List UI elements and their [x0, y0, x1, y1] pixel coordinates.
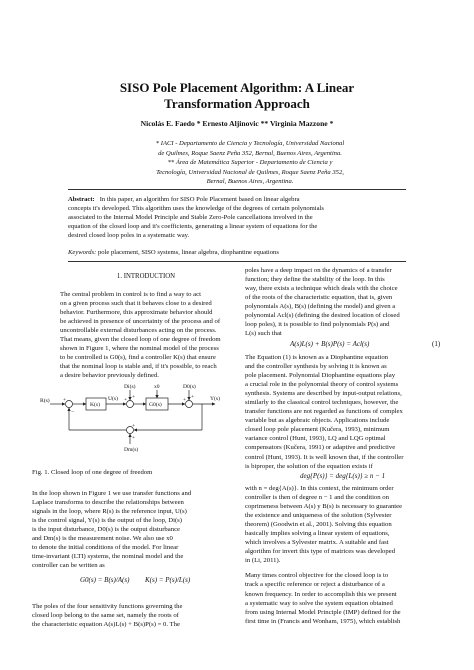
sign-minus: − [71, 409, 75, 415]
text-line: theorem) (Goodwin et al., 2001). Solving this equation [245, 521, 392, 529]
abstract-line: associated to the Internal Model Principle and Stable Zero-Pole cancellations involved in the [68, 214, 313, 222]
text-line: signals in the loop, where R(s) is the reference input, U(s) [32, 508, 187, 516]
title-line-1: SISO Pole Placement Algorithm: A Linear [119, 80, 355, 95]
right-column-body [245, 353, 445, 471]
equation-number: (1) [432, 340, 441, 348]
text-line: basically implies solving a linear system of equations, [245, 530, 390, 538]
text-line: behavior. Furthermore, this approximate behavior should [60, 309, 213, 317]
sign-plus: + [183, 397, 187, 403]
text-line: known frequency. In order to accomplish this we present [245, 590, 397, 598]
intro-paragraph [60, 290, 232, 380]
abstract [68, 195, 406, 240]
text-line: polynomials A(s), B(s) (defining the model) and given a [245, 303, 396, 311]
text-line: transfer functions are not regarded as functions of complex [245, 408, 403, 416]
text-line: Laplace transforms to describe the relationships between [32, 499, 184, 507]
text-line: controller can be written as [32, 562, 105, 570]
affiliation-line: Tecnología, Universidad Nacional de Quilmes, Roque Saenz Peña 352, [156, 168, 344, 176]
text-line: track a specific reference or reject a disturbance of a [245, 581, 385, 589]
text-line: L(s) such that [245, 330, 282, 338]
text-line: pole placement. Polynomial Diophantine equations play [245, 372, 396, 380]
paragraph [245, 484, 445, 565]
text-line: with n = deg{A(s)}. In this context, the minimum order [245, 485, 394, 492]
paragraph [32, 489, 232, 570]
text-line: a systematic way to solve the system equation obtained [245, 599, 393, 607]
text-line: is biproper, the solution of the equation exists if [245, 462, 373, 470]
label-input-disturbance: Di(s) [124, 384, 136, 390]
equation-model: G0(s) = B(s)/A(s) [80, 576, 130, 584]
text-line: is the input disturbance, D0(s) is the output disturbance [32, 526, 181, 534]
author-list: Nicolás E. Faedo * Ernesto Aljinovic ** Virginia Mazzone * [140, 119, 334, 128]
text-line: the existence and uniqueness of the solution (Sylvester [245, 512, 392, 520]
paper-title [60, 80, 414, 112]
text-line: The central problem in control is to find a way to act [60, 291, 201, 299]
text-line: shown in Figure 1, where the nominal model of the process [60, 345, 219, 353]
title-line-2: Transformation Approach [164, 96, 310, 111]
paragraph [32, 602, 232, 629]
affiliations [95, 139, 405, 187]
label-reference: R(s) [40, 398, 50, 404]
equation-degree-condition: deg{P(s)} = deg{L(s)} ≥ n − 1 [300, 472, 386, 480]
figure-caption: Fig. 1. Closed loop of one degree of freedom [32, 469, 153, 476]
abstract-line: desired closed loop poles in a systematic way. [68, 232, 190, 240]
label-measurement-noise: Dm(s) [124, 447, 139, 452]
sign-plus: + [132, 435, 136, 441]
text-line: which involves a Sylvester matrix. A suitable and fast [245, 539, 389, 547]
abstract-line: equation of the closed loop and it's coefficients, generating a linear system of equations for the [68, 223, 318, 231]
text-line: way, there exists a technique which deals with the choice [245, 285, 398, 293]
equation-1: A(s)L(s) + B(s)P(s) = Acl(s) [290, 340, 370, 348]
label-output: Y(s) [210, 396, 220, 402]
text-line: time-invariant (LTI) systems, the nominal model and the [32, 553, 184, 561]
affiliation-line: * IACI - Departamento de Ciencia y Tecnología, Universidad Nacional [155, 140, 345, 147]
text-line: function; they define the stability of the loop. In this [245, 276, 385, 284]
text-line: the characteristic equation A(s)L(s) + B(s)P(s) = 0. The [32, 621, 180, 629]
text-line: control (Hunt, 1993). It is well known that, if the controller [245, 453, 404, 461]
text-line: In the loop shown in Figure 1 we use transfer functions and [32, 490, 192, 497]
text-line: is the control signal, Y(s) is the output of the loop, Di(s) [32, 517, 183, 525]
text-line: controller is then of degree n − 1 and the condition on [245, 494, 389, 502]
keywords-label: Keywords: [68, 249, 97, 256]
abstract-top-rule [68, 189, 406, 190]
text-line: closed loop pole placement (Kučera, 1993), minimum [245, 426, 390, 434]
text-line: a desire behavior previously defined. [60, 372, 159, 380]
text-line: and the controller synthesis by solving it is known as [245, 363, 387, 371]
text-line: variable but as algebraic objects. Applications include [245, 417, 390, 425]
text-line: to be controlled is G0(s), find a controller K(s) that ensure [60, 354, 216, 362]
abstract-label: Abstract: [68, 196, 95, 203]
sign-plus: + [124, 397, 128, 403]
left-column-body [32, 489, 232, 570]
keywords-text: pole placement, SISO systems, linear algebra, diophantine equations [97, 249, 279, 256]
abstract-line: concepts it's developed. This algorithm uses the knowledge of the degrees of certain polynomials [68, 205, 324, 213]
left-column-end [32, 602, 232, 629]
right-column-cont [245, 484, 445, 626]
text-line: of the roots of the characteristic equation, that is, given [245, 294, 393, 302]
text-line: compensators (Kučera, 1991) or adaptive and predictive [245, 444, 396, 452]
sign-plus: + [132, 423, 136, 429]
text-line: that the nominal loop is stable and, if it's possible, to reach [60, 363, 217, 371]
text-line: closed loop belong to the same set, namely the roots of [32, 612, 179, 620]
text-line: variance control (Hunt, 1993), LQ and LQG optimal [245, 435, 386, 443]
label-control-signal: U(s) [108, 396, 118, 402]
text-line: poles have a deep impact on the dynamics of a transfer [245, 267, 392, 274]
closed-loop-block-diagram [40, 384, 230, 452]
abstract-bottom-rule [68, 261, 406, 262]
keywords [68, 249, 406, 256]
affiliation-line: ** Área de Matemática Superior - Departamento de Ciencia y [167, 159, 333, 167]
affiliation-line: Bernal, Buenos Aires, Argentina. [206, 178, 294, 186]
block-plant: G0(s) [149, 402, 162, 408]
text-line: algorithm for invert this type of matrices was developed [245, 548, 396, 556]
text-line: on a given process such that it behaves close to a desired [60, 300, 212, 308]
text-line: coprimeness between A(s) y B(s) is necessary to guarantee [245, 503, 403, 511]
paragraph [245, 571, 445, 625]
left-column-intro [60, 272, 232, 381]
paragraph [245, 266, 445, 338]
section-heading: 1. INTRODUCTION [116, 273, 176, 280]
text-line: loop poles), it is possible to find polynomials P(s) and [245, 321, 390, 329]
block-controller: K(s) [90, 402, 100, 408]
text-line: The Equation (1) is known as a Diophantine equation [245, 354, 389, 361]
abstract-line: In this paper, an algorithm for SISO Pole Placement based on linear algebra [99, 196, 300, 203]
sign-plus: + [191, 394, 195, 400]
text-line: a crucial role in the polynomial theory of control systems [245, 381, 399, 389]
text-line: and Dm(s) is the measurement noise. We also use x0 [32, 535, 173, 543]
equation-controller: K(s) = P(s)/L(s) [145, 576, 191, 584]
label-output-disturbance: D0(s) [183, 384, 196, 390]
affiliation-line: de Quilmes, Roque Saenz Peña 352, Bernal, Buenos Aires, Argentina. [158, 149, 342, 157]
text-line: synthesis. Systems are described by input-output relations, [245, 390, 402, 398]
text-line: similarly to the classical control techniques, however, the [245, 399, 399, 407]
paragraph [245, 353, 445, 471]
sign-plus: + [132, 394, 136, 400]
sign-plus: + [63, 397, 67, 403]
label-initial-conditions: x0 [154, 384, 160, 390]
text-line: That means, given the closed loop of one degree of freedom [60, 336, 221, 344]
text-line: Many times control objective for the closed loop is to [245, 572, 389, 580]
right-column [245, 266, 445, 338]
text-line: be achieved in presence of uncertainty of the process and of [60, 318, 221, 326]
text-line: in (Li, 2011). [245, 557, 281, 565]
text-line: polynomial Acl(s) (defining the desired location of closed [245, 312, 400, 320]
text-line: The poles of the four sensitivity functions governing the [32, 603, 183, 610]
text-line: first time in (Francis and Wonham, 1975), which establish [245, 617, 401, 625]
text-line: from using Internal Model Principle (IMP) defined for the [245, 608, 401, 616]
text-line: uncontrollable external disturbances acting on the process. [60, 327, 217, 335]
text-line: to denote the initial conditions of the model. For linear [32, 544, 179, 552]
